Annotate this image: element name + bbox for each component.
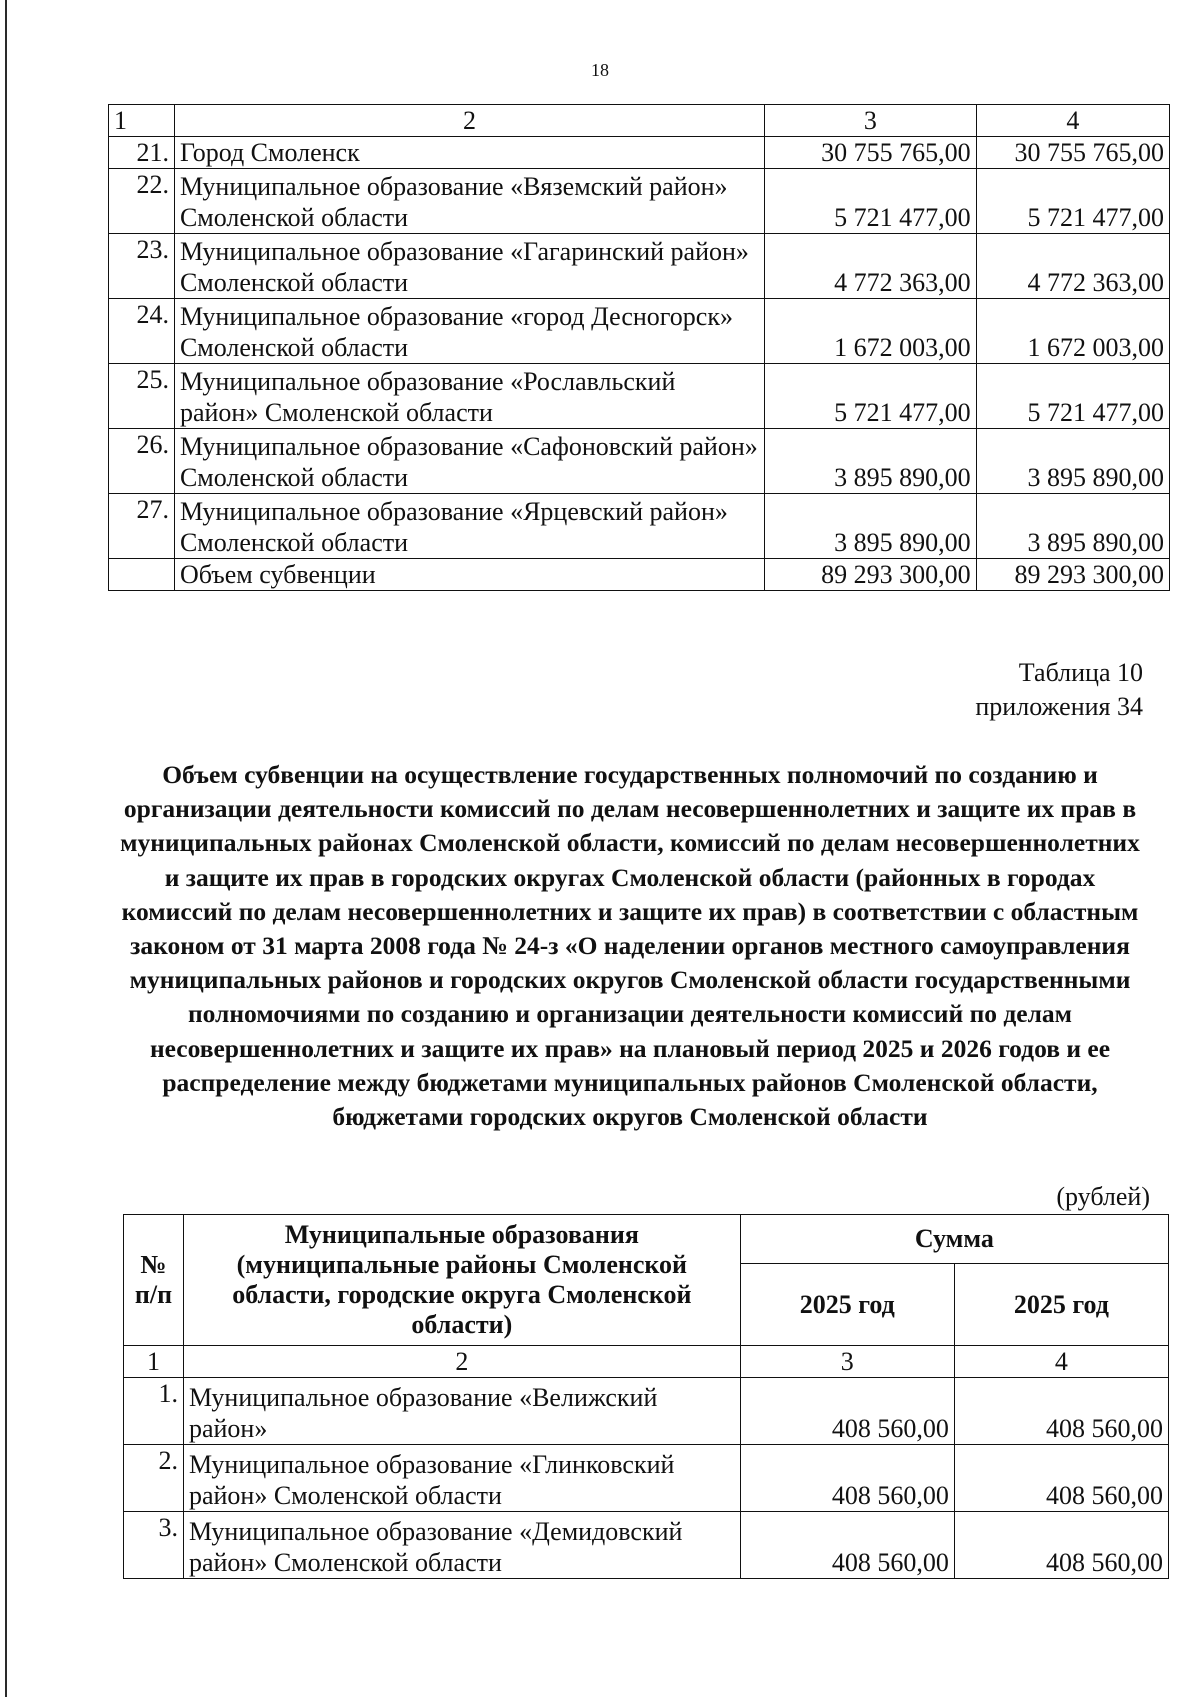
row-value-2025: 408 560,00 (740, 1512, 954, 1579)
table-total-row (109, 559, 1170, 591)
row-number: 27. (109, 494, 175, 559)
index-cell: 4 (976, 105, 1169, 137)
table-index-row (109, 105, 1170, 137)
row-name: Муниципальное образование «Глинковский район» Смоленской области (183, 1445, 740, 1512)
subvention-table-continued (108, 104, 1170, 591)
row-value-2026: 3 895 890,00 (976, 494, 1169, 559)
row-value-2026: 408 560,00 (954, 1378, 1168, 1445)
row-name: Муниципальное образование «город Десногорск» Смоленской области (174, 299, 764, 364)
index-cell: 4 (954, 1346, 1168, 1378)
header-year-2: 2025 год (954, 1264, 1168, 1346)
index-cell: 2 (183, 1346, 740, 1378)
row-value-2026: 5 721 477,00 (976, 364, 1169, 429)
row-number: 1. (124, 1378, 184, 1445)
row-number: 25. (109, 364, 175, 429)
row-value-2025: 4 772 363,00 (765, 234, 977, 299)
table-row (109, 429, 1170, 494)
row-value-2025: 408 560,00 (740, 1378, 954, 1445)
table-row (124, 1378, 1169, 1445)
table-row (109, 364, 1170, 429)
row-name: Муниципальное образование «Велижский район» (183, 1378, 740, 1445)
row-value-2026: 1 672 003,00 (976, 299, 1169, 364)
table-row (109, 169, 1170, 234)
row-value-2025: 1 672 003,00 (765, 299, 977, 364)
caption-table-number: Таблица 10 (1018, 658, 1143, 687)
row-value-2026: 3 895 890,00 (976, 429, 1169, 494)
header-number: № п/п (124, 1215, 184, 1346)
table-row (109, 234, 1170, 299)
header-year-1: 2025 год (740, 1264, 954, 1346)
total-number-cell (109, 559, 175, 591)
index-cell: 3 (765, 105, 977, 137)
row-name: Муниципальное образование «Вяземский район» Смоленской области (174, 169, 764, 234)
row-value-2025: 408 560,00 (740, 1445, 954, 1512)
row-name: Муниципальное образование «Демидовский район» Смоленской области (183, 1512, 740, 1579)
table-index-row (124, 1346, 1169, 1378)
total-value-2026: 89 293 300,00 (976, 559, 1169, 591)
table-caption (975, 656, 1143, 724)
table-header-row (124, 1215, 1169, 1264)
row-value-2025: 5 721 477,00 (765, 169, 977, 234)
row-value-2025: 3 895 890,00 (765, 494, 977, 559)
row-name: Муниципальное образование «Гагаринский район» Смоленской области (174, 234, 764, 299)
header-sum: Сумма (740, 1215, 1168, 1264)
row-number: 3. (124, 1512, 184, 1579)
table-row (109, 494, 1170, 559)
index-cell: 2 (174, 105, 764, 137)
row-value-2026: 408 560,00 (954, 1512, 1168, 1579)
row-name: Город Смоленск (174, 137, 764, 169)
row-value-2026: 4 772 363,00 (976, 234, 1169, 299)
table-row (124, 1445, 1169, 1512)
document-title: Объем субвенции на осуществление государственных полномочий по созданию и организации деятельности комиссий по делам несовершеннолетних и защите их прав в муниципальных районах Смоленской области, комиссий по делам несовершеннолетних и защите их прав в городских округах Смоленской области (районных в городах комиссий по делам несовершеннолетних и защите их прав) в соответствии с областным законом от 31 марта 2008 года № 24-з «О наделении органов местного самоуправления муниципальных районов и городских округов Смоленской области государственными полномочиями по созданию и организации деятельности комиссий по делам несовершеннолетних и защите их прав» на плановый период 2025 и 2026 годов и ее распределение между бюджетами муниципальных районов Смоленской области, бюджетами городских округов Смоленской области (120, 760, 1140, 1132)
row-number: 26. (109, 429, 175, 494)
index-cell: 1 (109, 105, 175, 137)
row-value-2025: 30 755 765,00 (765, 137, 977, 169)
row-value-2026: 30 755 765,00 (976, 137, 1169, 169)
subvention-distribution-table (123, 1214, 1169, 1579)
unit-label: (рублей) (1056, 1182, 1150, 1211)
caption-appendix: приложения 34 (975, 692, 1143, 721)
table-row (109, 299, 1170, 364)
index-cell: 3 (740, 1346, 954, 1378)
index-cell: 1 (124, 1346, 184, 1378)
row-name: Муниципальное образование «Сафоновский район» Смоленской области (174, 429, 764, 494)
page-number: 18 (591, 60, 609, 80)
total-value-2025: 89 293 300,00 (765, 559, 977, 591)
row-name: Муниципальное образование «Ярцевский район» Смоленской области (174, 494, 764, 559)
header-municipality: Муниципальные образования (муниципальные районы Смоленской области, городские округа Смоленской области) (183, 1215, 740, 1346)
page-edge-line (5, 0, 7, 1697)
row-value-2026: 5 721 477,00 (976, 169, 1169, 234)
table-row (124, 1512, 1169, 1579)
row-value-2026: 408 560,00 (954, 1445, 1168, 1512)
row-value-2025: 5 721 477,00 (765, 364, 977, 429)
row-number: 23. (109, 234, 175, 299)
table-row (109, 137, 1170, 169)
total-label: Объем субвенции (174, 559, 764, 591)
row-number: 2. (124, 1445, 184, 1512)
row-number: 24. (109, 299, 175, 364)
row-number: 21. (109, 137, 175, 169)
row-value-2025: 3 895 890,00 (765, 429, 977, 494)
row-name: Муниципальное образование «Рославльский район» Смоленской области (174, 364, 764, 429)
row-number: 22. (109, 169, 175, 234)
